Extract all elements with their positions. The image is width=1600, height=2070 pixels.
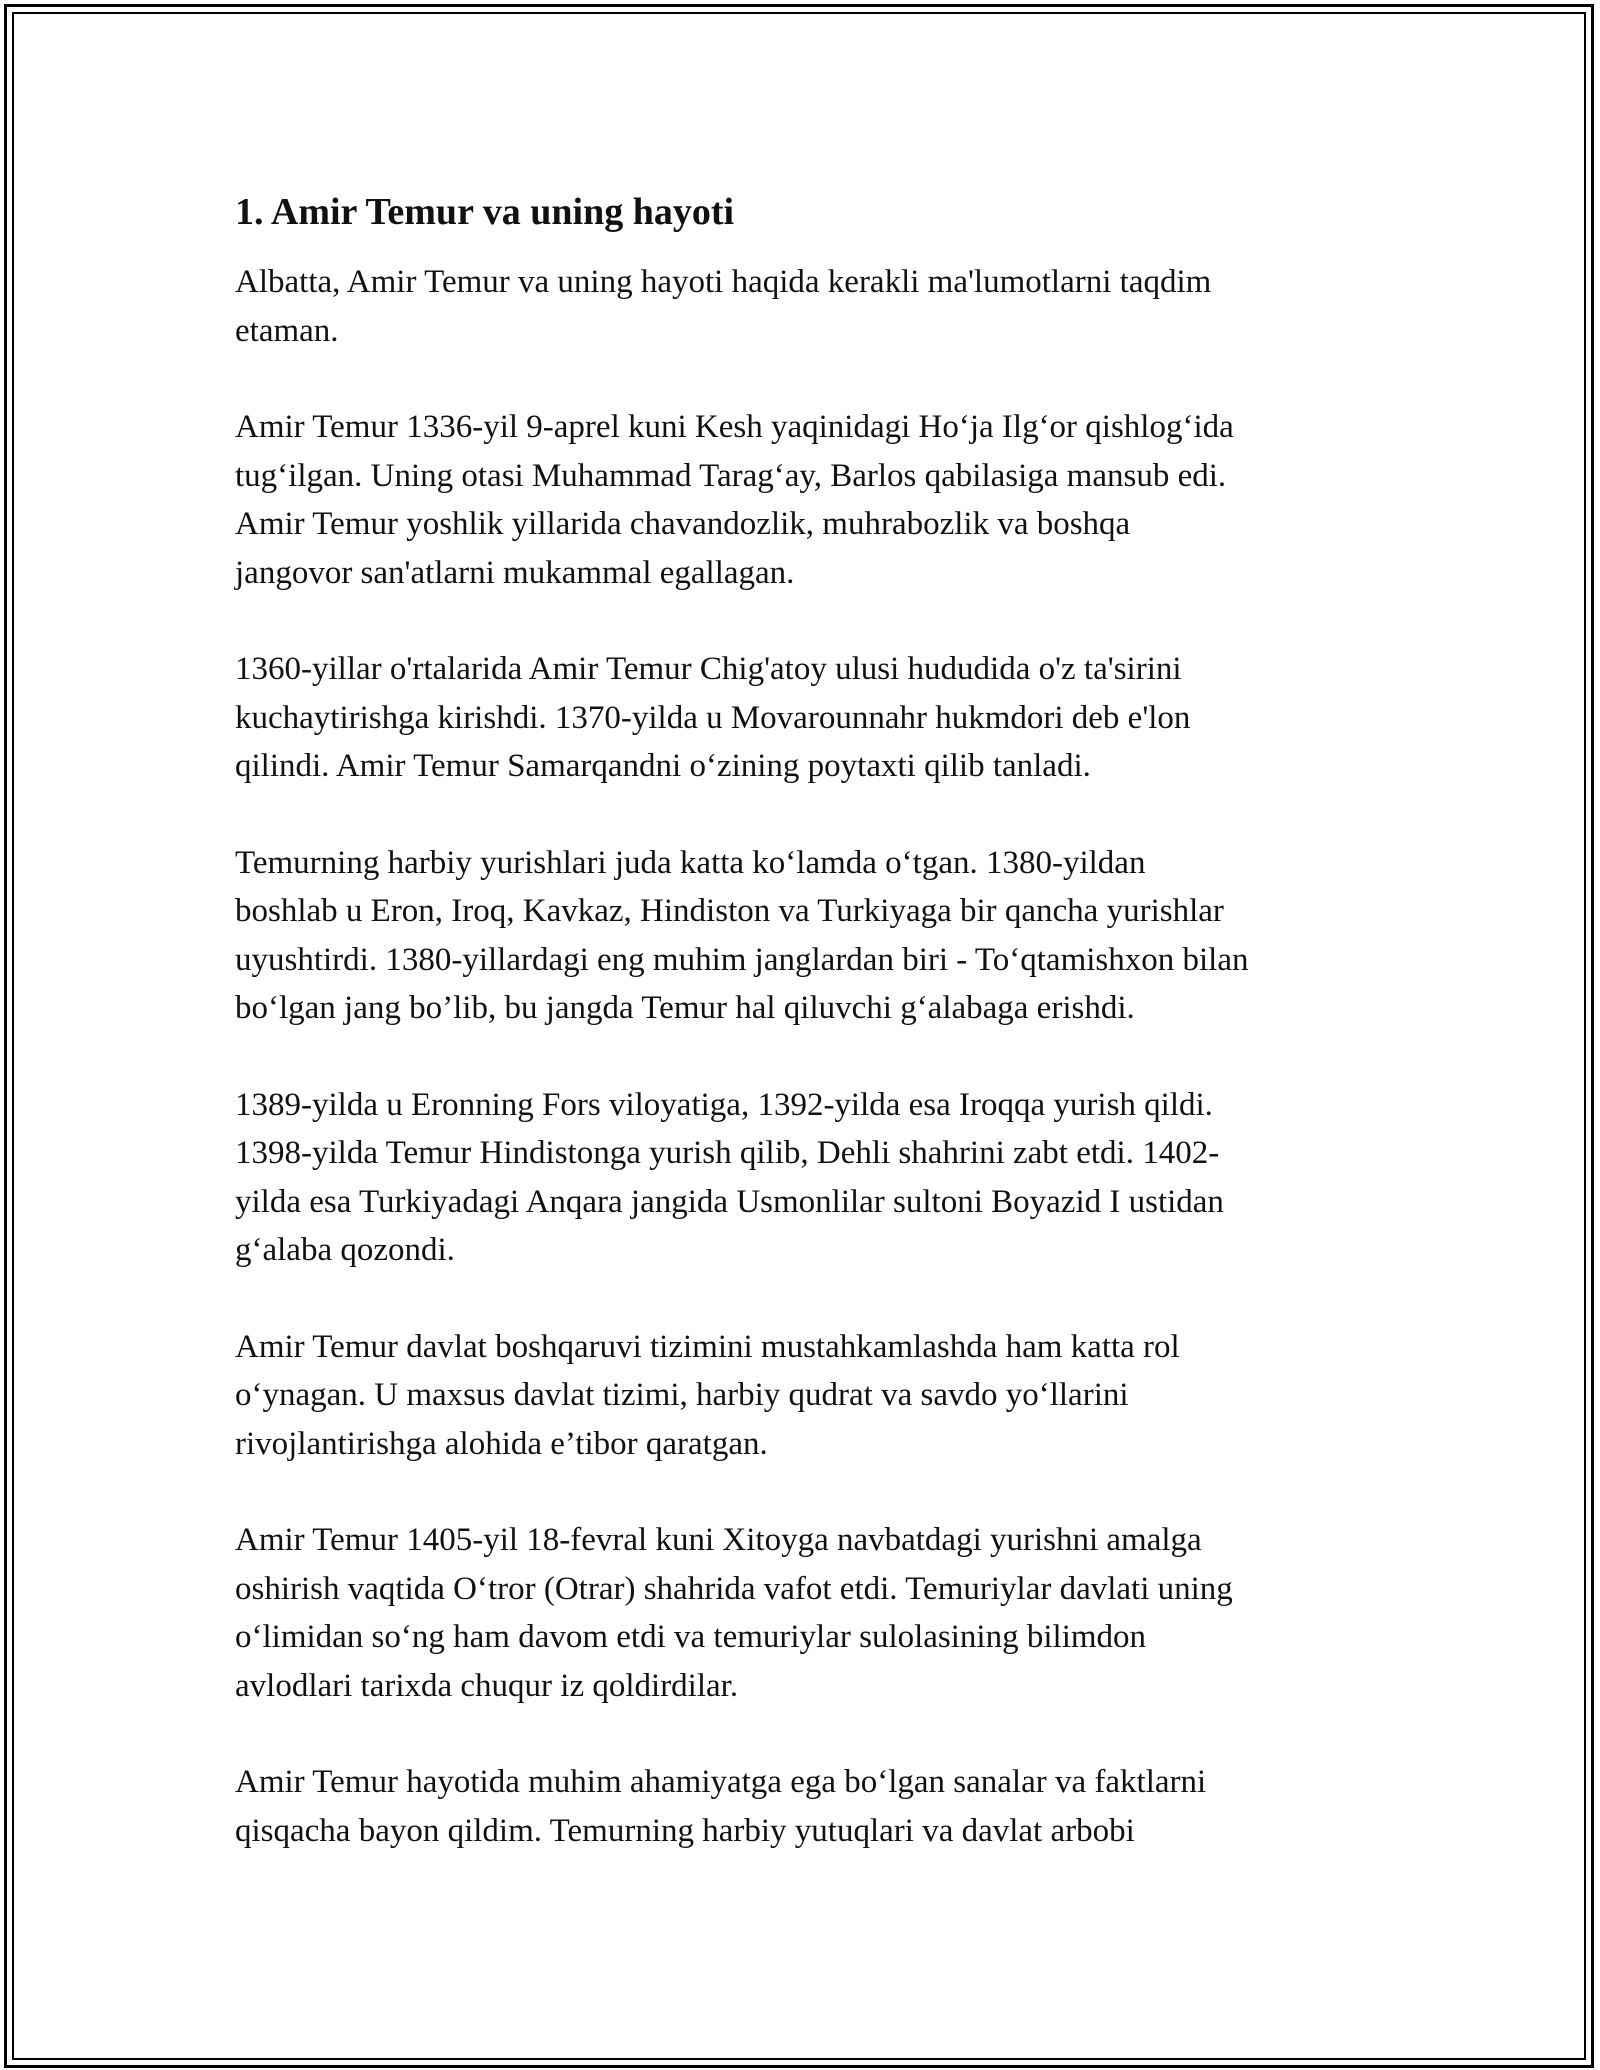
paragraph: [235, 1081, 1385, 1275]
paragraph: [235, 403, 1385, 597]
paragraph-line: o‘limidan so‘ng ham davom etdi va temuriylar sulolasining bilimdon: [235, 1619, 1147, 1655]
paragraph-line: o‘ynagan. U maxsus davlat tizimi, harbiy qudrat va savdo yo‘llarini: [235, 1377, 1129, 1413]
paragraph: [235, 258, 1385, 355]
paragraph-line: boshlab u Eron, Iroq, Kavkaz, Hindiston va Turkiyaga bir qancha yurishlar: [235, 893, 1224, 929]
paragraph-line: rivojlantirishga alohida e’tibor qaratgan.: [235, 1425, 768, 1462]
paragraph-line: kuchaytirishga kirishdi. 1370-yilda u Movarounnahr hukmdori deb e'lon: [235, 699, 1191, 736]
paragraph-line: tug‘ilgan. Uning otasi Muhammad Tarag‘ay, Barlos qabilasiga mansub edi.: [235, 457, 1227, 494]
paragraph-line: Temurning harbiy yurishlari juda katta ko‘lamda o‘tgan. 1380-yildan: [235, 844, 1146, 881]
paragraph-line: yilda esa Turkiyadagi Anqara jangida Usmonlilar sultoni Boyazid I ustidan: [235, 1183, 1224, 1220]
paragraph-line: bo‘lgan jang bo’lib, bu jangda Temur hal qiluvchi g‘alabaga erishdi.: [235, 990, 1135, 1026]
paragraph-line: jangovor san'atlarni mukammal egallagan.: [235, 554, 795, 591]
paragraph-line: qisqacha bayon qildim. Temurning harbiy yutuqlari va davlat arbobi: [235, 1812, 1135, 1849]
paragraph-line: qilindi. Amir Temur Samarqandni o‘zining poytaxti qilib tanladi.: [235, 748, 1091, 784]
paragraph-line: 1360-yillar o'rtalarida Amir Temur Chig'atoy ulusi hududida o'z ta'sirini: [235, 651, 1182, 687]
paragraph-line: g‘alaba qozondi.: [235, 1232, 455, 1268]
paragraph: [235, 1758, 1385, 1855]
paragraph-line: etaman.: [235, 312, 339, 349]
paragraph: [235, 839, 1385, 1033]
document-body: [235, 186, 1385, 1903]
paragraph-line: Amir Temur davlat boshqaruvi tizimini mustahkamlashda ham katta rol: [235, 1328, 1180, 1365]
paragraph-line: oshirish vaqtida O‘tror (Otrar) shahrida vafot etdi. Temuriylar davlati uning: [235, 1570, 1233, 1607]
paragraph-line: Amir Temur 1336-yil 9-aprel kuni Kesh yaqinidagi Ho‘ja Ilg‘or qishlog‘ida: [235, 409, 1234, 445]
section-heading: 1. Amir Temur va uning hayoti: [235, 191, 735, 233]
paragraph-line: uyushtirdi. 1380-yillardagi eng muhim janglardan biri - To‘qtamishxon bilan: [235, 941, 1249, 978]
paragraph-line: avlodlari tarixda chuqur iz qoldirdilar.: [235, 1667, 739, 1704]
paragraph: [235, 1323, 1385, 1469]
paragraph: [235, 645, 1385, 791]
paragraph: [235, 1516, 1385, 1710]
paragraph-line: 1398-yilda Temur Hindistonga yurish qilib, Dehli shahrini zabt etdi. 1402-: [235, 1135, 1220, 1171]
paragraph-line: Albatta, Amir Temur va uning hayoti haqida kerakli ma'lumotlarni taqdim: [235, 264, 1212, 300]
paragraph-line: Amir Temur hayotida muhim ahamiyatga ega bo‘lgan sanalar va faktlarni: [235, 1764, 1207, 1800]
paragraph-line: Amir Temur yoshlik yillarida chavandozlik, muhrabozlik va boshqa: [235, 506, 1131, 542]
paragraph-line: Amir Temur 1405-yil 18-fevral kuni Xitoyga navbatdagi yurishni amalga: [235, 1522, 1202, 1558]
paragraph-list: [235, 258, 1385, 1855]
paragraph-line: 1389-yilda u Eronning Fors viloyatiga, 1392-yilda esa Iroqqa yurish qildi.: [235, 1086, 1213, 1123]
